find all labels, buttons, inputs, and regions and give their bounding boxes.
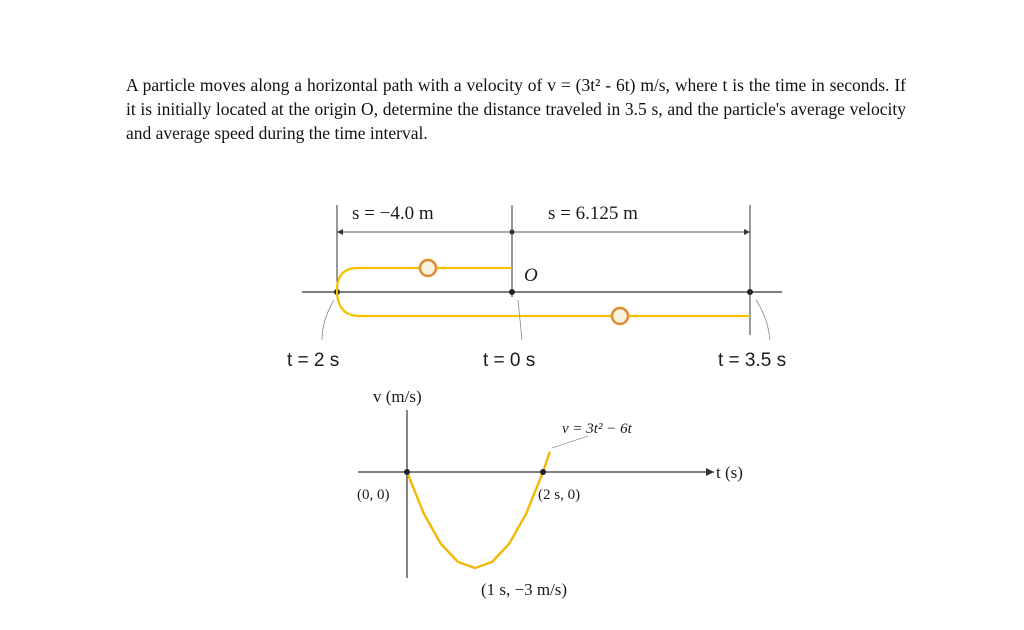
- point-t2-zero: [540, 469, 546, 475]
- equation-label: v = 3t² − 6t: [562, 421, 632, 437]
- dim-left-label: s = −4.0 m: [352, 203, 434, 224]
- label-t35: t = 3.5 s: [718, 350, 787, 371]
- point-t35: [747, 289, 753, 295]
- problem-text: A particle moves along a horizontal path with a velocity of v = (3t² - 6t) m/s, where t is the time in seconds. If it is initially located at the origin O, determine the distance traveled in 3.5 s, and the particle's average velocity and average speed during the time interval.: [126, 75, 906, 143]
- label-t2: t = 2 s: [287, 350, 340, 371]
- dim-dot-origin: [510, 230, 515, 235]
- arrow-right: [744, 229, 750, 235]
- label-zero-point: (2 s, 0): [538, 487, 581, 503]
- point-origin: [404, 469, 410, 475]
- particle-upper: [420, 260, 436, 276]
- arrow-left: [337, 229, 343, 235]
- particle-lower: [612, 308, 628, 324]
- label-origin-point: (0, 0): [357, 487, 390, 503]
- origin-label: O: [524, 265, 538, 286]
- t-axis-label: t (s): [716, 463, 743, 482]
- v-axis-label: v (m/s): [373, 387, 422, 406]
- dim-right-label: s = 6.125 m: [548, 203, 638, 224]
- velocity-curve: [407, 452, 550, 568]
- point-t0: [509, 289, 515, 295]
- label-min-point: (1 s, −3 m/s): [481, 580, 568, 599]
- label-t0: t = 0 s: [483, 350, 536, 371]
- equation-leader: [552, 436, 588, 448]
- leader-t35: [756, 300, 770, 340]
- position-diagram: [287, 203, 786, 371]
- leader-t2: [322, 300, 334, 340]
- velocity-graph: [357, 387, 743, 599]
- t-axis-arrow: [706, 468, 714, 476]
- leader-t0: [518, 300, 522, 340]
